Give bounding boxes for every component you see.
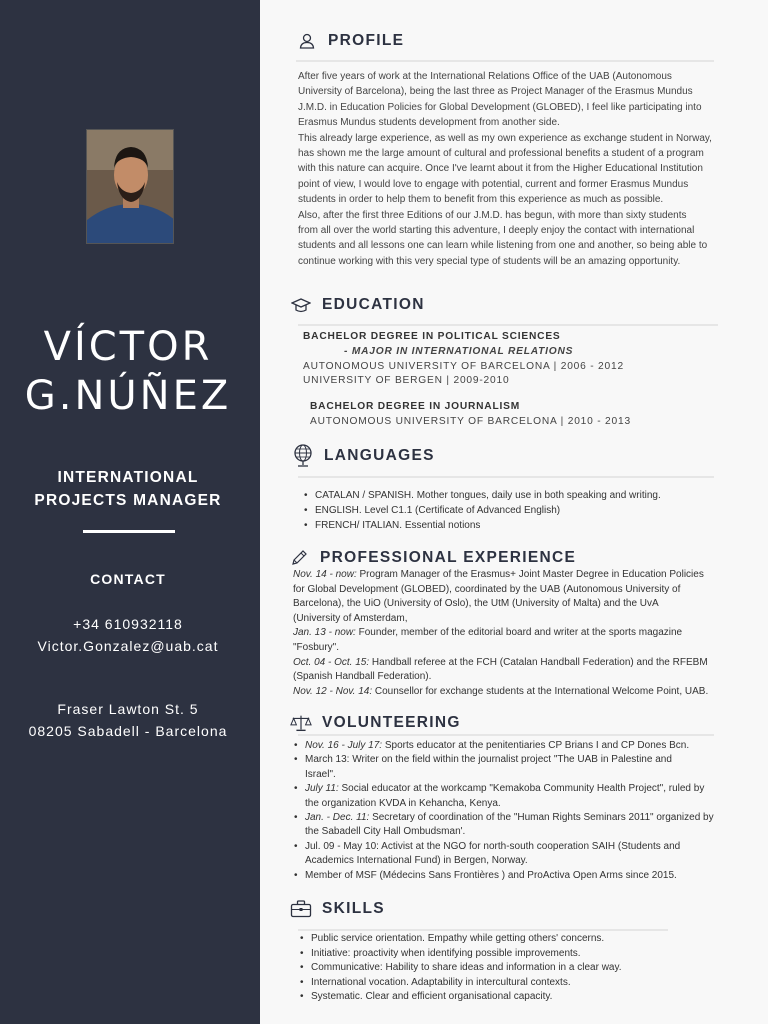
languages-list: [302, 488, 661, 533]
phone-number: +34 610932118: [73, 616, 183, 632]
volunteering-text: • March 13: Writer on the field within the journalist project "The UAB in Palestine and: [305, 754, 672, 766]
experience-heading: PROFESSIONAL EXPERIENCE: [320, 549, 577, 566]
profile-line: has shown me the large amount of cultural and professional benefits a student of a program: [298, 148, 704, 160]
languages-rule: [298, 476, 714, 478]
language-item: • CATALAN / SPANISH. Mother tongues, daily use in both speaking and writing.: [302, 488, 661, 503]
briefcase-icon: [290, 898, 312, 920]
education-rule: [298, 324, 718, 326]
person-name: [0, 323, 256, 421]
experience-line: (Spanish Handball Federation).: [293, 671, 432, 683]
job-title-line-2: PROJECTS MANAGER: [34, 492, 222, 509]
profile-line: students in order to help them to benefit from this experience as much as possible.: [298, 194, 664, 206]
address-line-2: 08205 Sabadell - Barcelona: [28, 723, 228, 739]
job-title: [0, 466, 256, 512]
experience-text: Program Manager of the Erasmus+ Joint Master Degree in Education Policies: [356, 569, 704, 580]
user-icon: [296, 30, 318, 52]
education-heading: EDUCATION: [322, 296, 425, 313]
experience-line: [293, 656, 763, 671]
profile-line: continue working with this very special type of students will be an amazing opportunity.: [298, 255, 681, 267]
language-item: • ENGLISH. Level C1.1 (Certificate of Advanced English): [302, 503, 661, 518]
skills-rule: [298, 929, 668, 931]
volunteering-item: [292, 840, 762, 869]
profile-line: University of Barcelona), being the last three as Project Manager of the Erasmus Mundus: [298, 86, 693, 98]
experience-date: Oct. 04 - Oct. 15:: [293, 656, 370, 668]
volunteering-heading: VOLUNTEERING: [322, 714, 461, 731]
sidebar: [0, 0, 260, 1024]
volunteering-text: the organization KVDA in Kehancha, Kenya.: [305, 797, 501, 809]
profile-line: students and all lessons one can learn while listening from one and another, so being able to: [298, 240, 708, 252]
experience-text: Counsellor for exchange students at the International Welcome Point, UAB.: [372, 685, 709, 697]
sidebar-divider: [83, 530, 175, 533]
experience-line: [293, 568, 763, 583]
profile-line: Also, after the first three Editions of our J.M.D. has begun, with more than sixty students: [298, 209, 687, 221]
profile-line: This already large experience, as well as my own experience as exchange student in Norway,: [298, 132, 712, 144]
volunteering-item: [292, 753, 762, 782]
experience-line: for Global Development (GLOBED), coordinated by the UAB (Autonomous University of: [293, 583, 681, 595]
experience-line: [293, 626, 763, 641]
experience-line: Barcelona), the UiO (University of Oslo), the UtM (University of Malta) and the UvA: [293, 598, 659, 610]
profile-line: with this nature can acquire. Once I've learnt about it from the Higher Educational Institution: [298, 163, 703, 175]
volunteering-text: Academics International Fund) in Bergen, Norway.: [305, 855, 528, 867]
skill-item: • Communicative: Hability to share ideas and information in a clear way.: [298, 961, 622, 976]
profile-section-header: [296, 30, 404, 52]
contact-heading: CONTACT: [90, 571, 166, 587]
contact-info: [0, 613, 256, 657]
skills-heading: SKILLS: [322, 900, 385, 917]
name-line-2: G.NÚÑEZ: [24, 373, 232, 419]
profile-line: Erasmus Mundus students development from another side.: [298, 117, 560, 129]
job-title-line-1: INTERNATIONAL: [57, 469, 199, 486]
volunteering-date: Nov. 16 - July 17:: [305, 740, 383, 751]
experience-date: Nov. 14 - now:: [293, 569, 357, 580]
volunteering-list: [292, 739, 762, 883]
volunteering-item: [292, 739, 762, 753]
profile-heading: PROFILE: [328, 32, 405, 49]
main-content: [260, 0, 768, 1024]
address-line-1: Fraser Lawton St. 5: [57, 701, 199, 717]
volunteering-text: the Sabadell City Hall Ombudsman'.: [305, 826, 466, 838]
pencil-icon: [288, 547, 310, 569]
volunteering-item: [292, 811, 762, 840]
education-entry-2: [310, 400, 631, 430]
volunteering-text: • Jul. 09 - May 10: Activist at the NGO for north-south cooperation SAIH (Students and: [305, 840, 681, 852]
degree-title: BACHELOR DEGREE IN JOURNALISM: [310, 401, 520, 412]
profile-photo: [86, 129, 174, 244]
degree-title: BACHELOR DEGREE IN POLITICAL SCIENCES: [303, 331, 561, 342]
degree-institution: UNIVERSITY OF BERGEN | 2009-2010: [303, 375, 510, 387]
experience-list: [293, 568, 763, 699]
experience-date: Jan. 13 - now:: [293, 627, 356, 639]
profile-line: from all over the world starting this adventure, I deeply enjoy the contact with international: [298, 225, 695, 237]
skill-item: • Systematic. Clear and efficient organisational capacity.: [298, 990, 622, 1005]
profile-line: J.M.D. in Education Policies for Global Development (GLOBED), I feel like participating into: [298, 101, 702, 113]
profile-line: After five years of work at the International Relations Office of the UAB (Autonomous: [298, 71, 672, 82]
experience-text: Founder, member of the editorial board and writer at the sports magazine: [355, 627, 683, 639]
languages-heading: LANGUAGES: [324, 447, 435, 464]
experience-line: "Fosbury".: [293, 641, 340, 653]
education-section-header: [290, 294, 425, 316]
name-line-1: VÍCTOR: [43, 324, 213, 370]
experience-date: Nov. 12 - Nov. 14:: [293, 685, 373, 697]
graduation-cap-icon: [290, 294, 312, 316]
profile-text: [298, 69, 758, 269]
education-entry-1: [303, 330, 624, 389]
degree-major: - MAJOR IN INTERNATIONAL RELATIONS: [344, 345, 574, 357]
volunteering-rule: [298, 734, 714, 736]
volunteering-item: [292, 782, 762, 811]
volunteering-text: Secretary of coordination of the "Human Rights Seminars 2011" organized by: [369, 812, 714, 824]
skill-item: • International vocation. Adaptability in intercultural contexts.: [298, 976, 622, 991]
postal-address: [0, 698, 256, 742]
experience-line: (University of Amsterdam,: [293, 612, 408, 624]
scales-icon: [290, 712, 312, 734]
volunteering-section-header: [290, 712, 461, 734]
profile-rule: [296, 60, 714, 62]
skills-list: [298, 932, 622, 1005]
email-address: Victor.Gonzalez@uab.cat: [37, 638, 219, 654]
language-item: • FRENCH/ ITALIAN. Essential notions: [302, 518, 661, 533]
volunteering-text: Social educator at the workcamp "Kemakoba Community Health Project", ruled by: [338, 783, 705, 795]
skills-section-header: [290, 898, 385, 920]
volunteering-item: • Member of MSF (Médecins Sans Frontières ) and ProActiva Open Arms since 2015.: [292, 869, 762, 883]
degree-institution: AUTONOMOUS UNIVERSITY OF BARCELONA | 2006 - 2012: [303, 360, 624, 372]
experience-text: Handball referee at the FCH (Catalan Handball Federation) and the RFEBM: [369, 656, 708, 668]
experience-line: [293, 685, 763, 700]
profile-line: point of view, I would love to engage with potential, current and former Erasmus Mundus: [298, 178, 689, 190]
globe-icon: [292, 445, 314, 467]
volunteering-date: July 11:: [305, 783, 339, 795]
volunteering-text: Israel".: [305, 768, 336, 780]
experience-section-header: [288, 547, 576, 569]
volunteering-text: Sports educator at the penitentiaries CP Brians I and CP Dones Bcn.: [382, 740, 690, 751]
volunteering-date: Jan. - Dec. 11:: [305, 812, 370, 824]
languages-section-header: [292, 445, 435, 467]
degree-institution: AUTONOMOUS UNIVERSITY OF BARCELONA | 2010 - 2013: [310, 415, 631, 427]
skill-item: • Initiative: proactivity when identifying possible improvements.: [298, 947, 622, 962]
skill-item: • Public service orientation. Empathy while getting others' concerns.: [298, 932, 622, 947]
